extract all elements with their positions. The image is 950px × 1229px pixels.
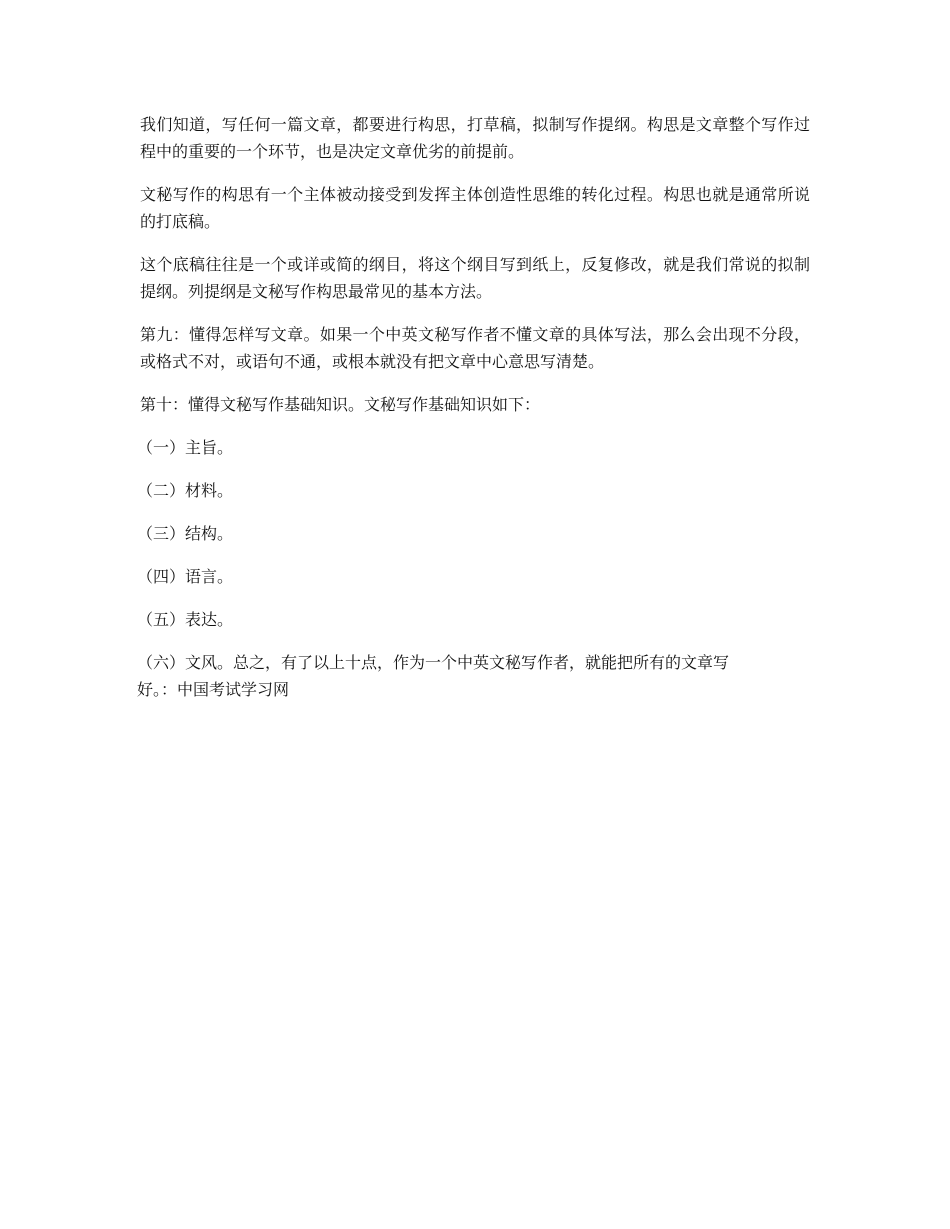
closing-line-1: （六）文风。总之，有了以上十点，作为一个中英文秘写作者，就能把所有的文章写 <box>137 653 730 672</box>
paragraph-conception-process: 文秘写作的构思有一个主体被动接受到发挥主体创造性思维的转化过程。构思也就是通常所说的打底稿。 <box>140 185 810 231</box>
document-body <box>137 111 810 719</box>
list-item: （四）语言。 <box>137 567 234 586</box>
paragraph-point-nine: 第九：懂得怎样写文章。如果一个中英文秘写作者不懂文章的具体写法，那么会出现不分段，或格式不对，或语句不通，或根本就没有把文章中心意思写清楚。 <box>140 325 810 371</box>
list-item: （二）材料。 <box>137 481 234 500</box>
paragraph-point-ten: 第十：懂得文秘写作基础知识。文秘写作基础知识如下： <box>140 395 541 414</box>
paragraph-draft-outline: 这个底稿往往是一个或详或简的纲目，将这个纲目写到纸上，反复修改，就是我们常说的拟制提纲。列提纲是文秘写作构思最常见的基本方法。 <box>140 255 810 301</box>
closing-paragraph <box>137 649 810 703</box>
closing-line-2: 好。：中国考试学习网 <box>137 680 290 699</box>
list-item: （三）结构。 <box>137 524 234 543</box>
list-item: （一）主旨。 <box>137 438 234 457</box>
list-item: （五）表达。 <box>137 610 234 629</box>
paragraph-outline-intro: 我们知道，写任何一篇文章，都要进行构思，打草稿，拟制写作提纲。构思是文章整个写作过程中的重要的一个环节，也是决定文章优劣的前提前。 <box>140 115 810 161</box>
